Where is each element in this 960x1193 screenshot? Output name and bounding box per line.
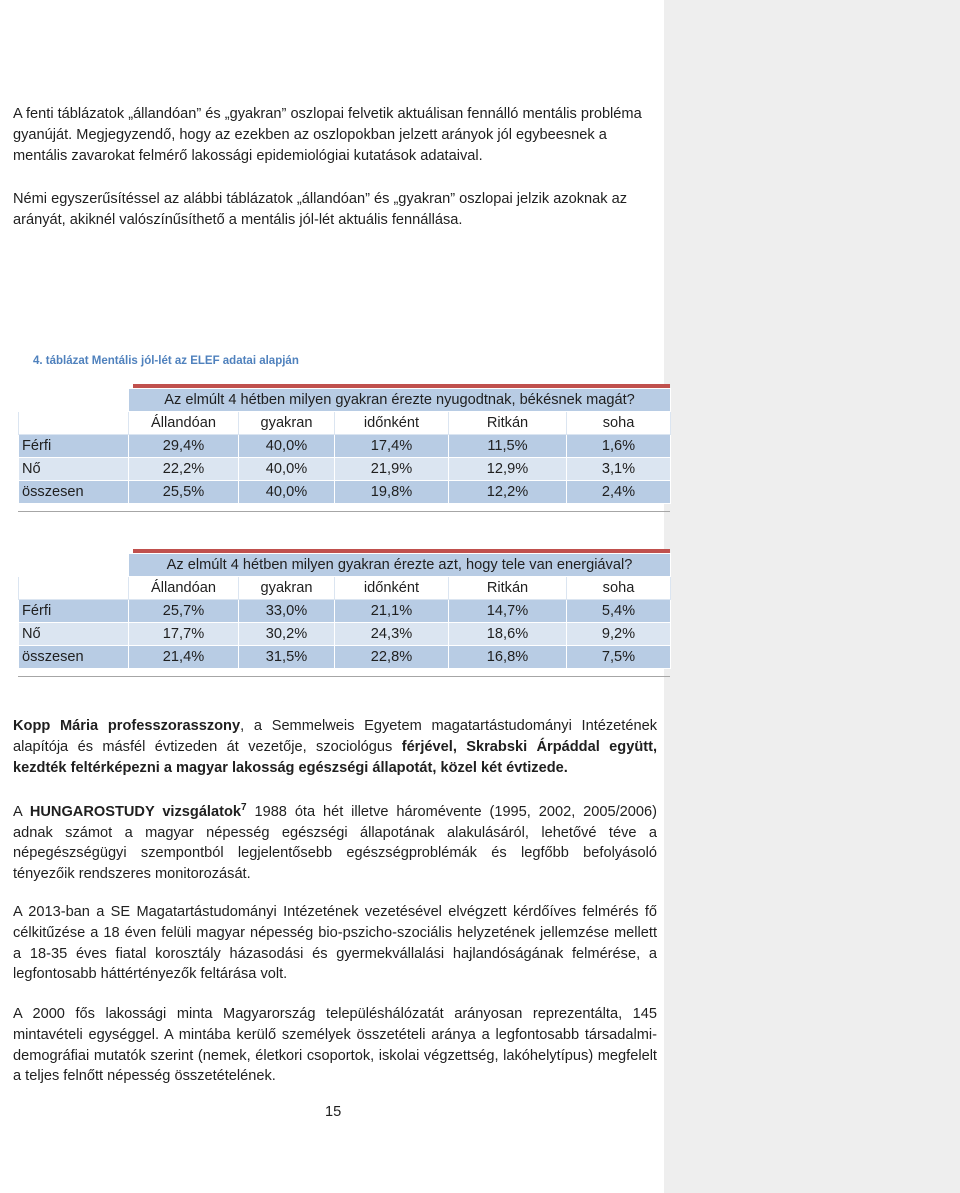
paragraph-intro: A fenti táblázatok „állandóan” és „gyakran” oszlopai felvetik aktuálisan fennálló mentális probléma gyanúját. Megjegyzendő, hogy az ezekben az oszlopokban jelzett arányok jól egybeesnek a mentális zavarokat felmérő lakossági epidemiológiai kutatások adataival. (13, 106, 642, 164)
table-cell: 5,4% (567, 600, 671, 623)
paragraph-hungarostudy (13, 798, 657, 885)
table-energy (18, 553, 671, 669)
table-cell: 33,0% (239, 600, 335, 623)
table1-col-header: időnként (335, 412, 449, 435)
paragraph-sample: A 2000 fős lakossági minta Magyarország településhálózatát arányosan reprezentálta, 145 mintavételi egységgel. A mintába kerülő személyek összetételi aránya a legfontosabb társadalmi-demográfiai mutatók szerint (nemek, életkori csoportok, iskolai végzettség, lakóhelytípus) megfelelt a teljes felnőtt népesség összetételének. (13, 1006, 657, 1085)
table-cell: 17,7% (129, 623, 239, 646)
table2-question-row (19, 554, 671, 577)
hs-prefix: A (13, 803, 30, 820)
table1-col-header: gyakran (239, 412, 335, 435)
table-row (19, 646, 671, 669)
footnote-ref[interactable]: 7 (241, 802, 247, 813)
kopp-husband: férjével, Skrabski Árpáddal együtt, kezdték feltérképezni a magyar lakosság egészségi állapotát, közel két évtizede. (13, 738, 658, 776)
table-cell: 9,2% (567, 623, 671, 646)
table-cell: 25,5% (129, 481, 239, 504)
table-caption: 4. táblázat Mentális jól-lét az ELEF adatai alapján (33, 355, 299, 367)
table-cell: 31,5% (239, 646, 335, 669)
page-number: 15 (325, 1104, 342, 1120)
table1-header-corner (19, 412, 129, 435)
table-cell: 29,4% (129, 435, 239, 458)
table-cell: 1,6% (567, 435, 671, 458)
hs-text: 1988 óta hét illetve háromévente (1995, 2002, 2005/2006) adnak számot a magyar népesség egészségi állapotának alakulásáról, lehetővé téve a népegészségügyi szempontból legjelentősebb egészségproblémák és legfőbb befolyásoló tényezőik rendszeres monitorozását. (13, 803, 658, 883)
table2-col-header: soha (567, 577, 671, 600)
table-cell: 12,9% (449, 458, 567, 481)
table-cell: 16,8% (449, 646, 567, 669)
kopp-text: , a Semmelweis Egyetem magatartástudományi Intézetének alapítója és másfél évtizeden át vezetője, szociológus (13, 718, 658, 755)
row-label: összesen (19, 481, 129, 504)
table-cell: 40,0% (239, 435, 335, 458)
table1-header-row (19, 412, 671, 435)
table-cell: 11,5% (449, 435, 567, 458)
table-cell: 18,6% (449, 623, 567, 646)
paragraph-2013-survey: A 2013-ban a SE Magatartástudományi Intézetének vezetésével elvégzett kérdőíves felmérés fő célkitűzése a 18 éven felüli magyar népesség bio-pszicho-szociális helyzetének jellemzése mellett a 18-35 éves fiatal korosztály házasodási és gyermekvállalási hajlandóságának felmérése, a legfontosabb háttértényezők feltárása volt. (13, 904, 657, 983)
table-cell: 24,3% (335, 623, 449, 646)
table2-question: Az elmúlt 4 hétben milyen gyakran érezte azt, hogy tele van energiával? (129, 554, 671, 577)
table-row (19, 481, 671, 504)
table-cell: 25,7% (129, 600, 239, 623)
paragraph-simplification: Némi egyszerűsítéssel az alábbi táblázatok „állandóan” és „gyakran” oszlopai jelzik azoknak az arányát, akiknél valószínűsíthető a mentális jól-lét aktuális fennállása. (13, 191, 628, 228)
table2-header-row (19, 577, 671, 600)
table-cell: 17,4% (335, 435, 449, 458)
table1-col-header: Ritkán (449, 412, 567, 435)
row-label: összesen (19, 646, 129, 669)
row-label: Nő (19, 458, 129, 481)
table-cell: 40,0% (239, 481, 335, 504)
table1-corner (19, 389, 129, 412)
table1-question: Az elmúlt 4 hétben milyen gyakran érezte nyugodtnak, békésnek magát? (129, 389, 671, 412)
table-cell: 19,8% (335, 481, 449, 504)
table2-corner (19, 554, 129, 577)
table1-question-row (19, 389, 671, 412)
table-cell: 21,9% (335, 458, 449, 481)
table-cell: 21,4% (129, 646, 239, 669)
table2-col-header: Állandóan (129, 577, 239, 600)
table1-col-header: Állandóan (129, 412, 239, 435)
table1-bottom-border (18, 511, 670, 512)
table-cell: 14,7% (449, 600, 567, 623)
table-cell: 2,4% (567, 481, 671, 504)
table-cell: 40,0% (239, 458, 335, 481)
table-cell: 22,2% (129, 458, 239, 481)
table1-col-header: soha (567, 412, 671, 435)
table-cell: 22,8% (335, 646, 449, 669)
row-label: Férfi (19, 600, 129, 623)
hs-title: HUNGAROSTUDY vizsgálatok (29, 803, 241, 820)
table-row (19, 458, 671, 481)
table-row (19, 623, 671, 646)
table-calmness (18, 388, 671, 504)
table-cell: 12,2% (449, 481, 567, 504)
kopp-name: Kopp Mária professzorasszony (13, 718, 241, 734)
table2-header-corner (19, 577, 129, 600)
table-row (19, 600, 671, 623)
table2-col-header: gyakran (239, 577, 335, 600)
table2-col-header: Ritkán (449, 577, 567, 600)
table-cell: 21,1% (335, 600, 449, 623)
comment-margin (664, 0, 960, 1193)
table-cell: 7,5% (567, 646, 671, 669)
row-label: Nő (19, 623, 129, 646)
table-cell: 30,2% (239, 623, 335, 646)
table2-col-header: időnként (335, 577, 449, 600)
table-row (19, 435, 671, 458)
row-label: Férfi (19, 435, 129, 458)
table-cell: 3,1% (567, 458, 671, 481)
table2-bottom-border (18, 676, 670, 677)
paragraph-kopp (13, 716, 657, 778)
